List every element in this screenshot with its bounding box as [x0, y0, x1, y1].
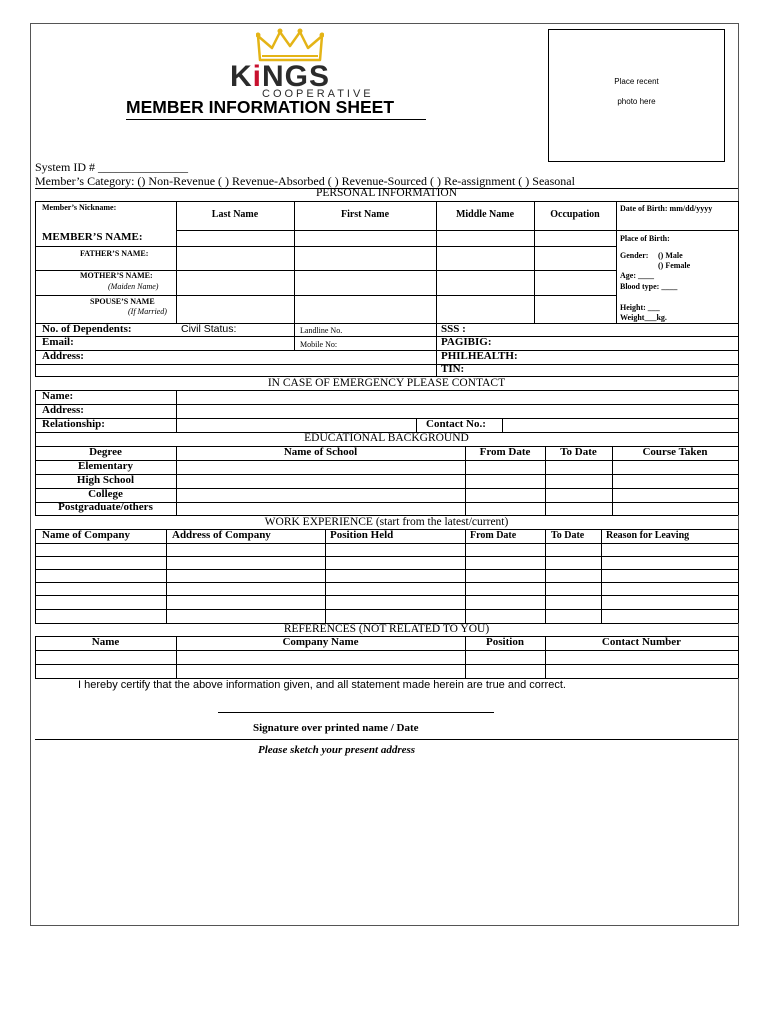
col-occupation: Occupation — [550, 209, 600, 220]
rule — [35, 529, 36, 623]
rule — [35, 295, 616, 296]
signature-line[interactable] — [218, 712, 494, 713]
gender-male-option[interactable]: () Male — [658, 251, 683, 260]
page-title: MEMBER INFORMATION SHEET — [126, 97, 395, 117]
mothers-name-label: MOTHER’S NAME: — [80, 271, 153, 280]
rule — [601, 529, 602, 623]
rule — [35, 609, 738, 610]
rule — [35, 664, 738, 665]
edu-row-label: High School — [76, 474, 135, 486]
age-label: Age: ____ — [620, 271, 654, 280]
rule — [35, 569, 738, 570]
rule — [35, 650, 738, 651]
logo-subtitle: COOPERATIVE — [262, 88, 374, 100]
mobile-label: Mobile No: — [300, 340, 338, 349]
col-work-position: Position Held — [330, 529, 394, 541]
rule — [35, 364, 738, 365]
pagibig-label: PAGIBIG: — [441, 336, 492, 348]
logo: KiNGS — [230, 60, 331, 93]
rule — [738, 446, 739, 515]
rule — [35, 350, 738, 351]
col-work-company: Name of Company — [42, 529, 130, 541]
gender-female-option[interactable]: () Female — [658, 261, 691, 270]
emergency-relationship-label: Relationship: — [42, 418, 105, 430]
landline-label: Landline No. — [300, 326, 343, 335]
rule — [35, 739, 738, 740]
photo-box[interactable] — [548, 29, 725, 162]
weight-label: Weight___kg. — [620, 313, 667, 322]
sss-label: SSS : — [441, 323, 466, 335]
col-ref-contact: Contact Number — [601, 636, 682, 648]
rule — [35, 418, 738, 419]
spouses-name-label: SPOUSE’S NAME — [90, 297, 155, 306]
rule — [166, 529, 167, 623]
photo-label-2: photo here — [617, 97, 656, 106]
col-middle-name: Middle Name — [455, 209, 515, 220]
col-ref-position: Position — [486, 636, 524, 648]
edu-row-label: College — [88, 488, 123, 500]
sketch-instruction: Please sketch your present address — [258, 744, 416, 756]
rule — [416, 418, 417, 432]
section-work: WORK EXPERIENCE (start from the latest/current) — [264, 516, 509, 528]
civil-status-label: Civil Status: — [181, 323, 237, 335]
email-label: Email: — [42, 336, 74, 348]
emergency-name-label: Name: — [42, 390, 74, 402]
col-edu-from: From Date — [479, 446, 531, 458]
emergency-address-label: Address: — [42, 404, 84, 416]
crown-icon — [256, 28, 324, 64]
photo-label-1: Place recent — [614, 77, 659, 86]
col-ref-name: Name — [91, 636, 120, 648]
section-education: EDUCATIONAL BACKGROUND — [304, 432, 469, 444]
col-course: Course Taken — [642, 446, 708, 458]
col-ref-company: Company Name — [282, 636, 359, 648]
rule — [545, 529, 546, 623]
members-name-label: MEMBER’S NAME: — [42, 231, 143, 243]
rule — [738, 201, 739, 376]
rule — [35, 582, 738, 583]
rule — [35, 390, 738, 391]
rule — [35, 556, 738, 557]
if-married-note: (If Married) — [128, 307, 167, 316]
title-underline — [126, 119, 426, 120]
member-category[interactable]: Member’s Category: () Non-Revenue ( ) Revenue-Absorbed ( ) Revenue-Sourced ( ) Re-assignment ( ) Seasonal — [35, 174, 575, 188]
col-work-to: To Date — [551, 530, 585, 541]
place-of-birth-label: Place of Birth: — [620, 234, 670, 243]
rule — [176, 390, 177, 432]
section-personal: PERSONAL INFORMATION — [315, 187, 458, 199]
rule — [35, 404, 738, 405]
col-work-address: Address of Company — [172, 529, 271, 541]
edu-row-label: Elementary — [78, 460, 133, 472]
address-label: Address: — [42, 350, 84, 362]
fathers-name-label: FATHER’S NAME: — [80, 249, 149, 258]
rule — [616, 201, 617, 323]
edu-row-label: Postgraduate/others — [58, 501, 153, 513]
col-edu-to: To Date — [560, 446, 597, 458]
col-degree: Degree — [89, 446, 122, 458]
rule — [465, 529, 466, 623]
certification-text: I hereby certify that the above information given, and all statement made herein are true and correct. — [78, 679, 566, 691]
rule — [35, 543, 738, 544]
section-references: REFERENCES (NOT RELATED TO YOU) — [283, 623, 490, 635]
rule — [325, 529, 326, 623]
rule — [502, 418, 503, 432]
section-emergency: IN CASE OF EMERGENCY PLEASE CONTACT — [267, 377, 506, 389]
rule — [738, 529, 739, 623]
signature-caption: Signature over printed name / Date — [253, 722, 419, 734]
rule — [176, 230, 738, 231]
col-school: Name of School — [283, 446, 358, 458]
system-id-field[interactable]: System ID # _______________ — [35, 160, 188, 174]
emergency-contact-label: Contact No.: — [426, 418, 486, 430]
col-first-name: First Name — [340, 209, 390, 220]
dob-label: Date of Birth: mm/dd/yyyy — [620, 204, 713, 213]
rule — [35, 323, 738, 324]
col-work-from: From Date — [470, 530, 517, 541]
rule — [35, 201, 738, 202]
rule — [738, 636, 739, 678]
tin-label: TIN: — [441, 363, 465, 375]
rule — [35, 201, 36, 376]
rule — [35, 595, 738, 596]
nickname-label: Member’s Nickname: — [42, 203, 117, 212]
col-last-name: Last Name — [211, 209, 259, 220]
philhealth-label: PHILHEALTH: — [441, 350, 518, 362]
rule — [436, 201, 437, 376]
col-work-reason: Reason for Leaving — [606, 530, 690, 541]
gender-label: Gender: — [620, 251, 649, 260]
dependents-label: No. of Dependents: — [42, 323, 132, 335]
rule — [738, 390, 739, 446]
rule — [294, 201, 295, 350]
sketch-area[interactable] — [35, 760, 738, 920]
rule — [35, 246, 616, 247]
height-label: Height: ___ — [620, 303, 660, 312]
blood-type-label: Blood type: ____ — [620, 282, 678, 291]
maiden-name-note: (Maiden Name) — [108, 282, 159, 291]
rule — [35, 336, 738, 337]
